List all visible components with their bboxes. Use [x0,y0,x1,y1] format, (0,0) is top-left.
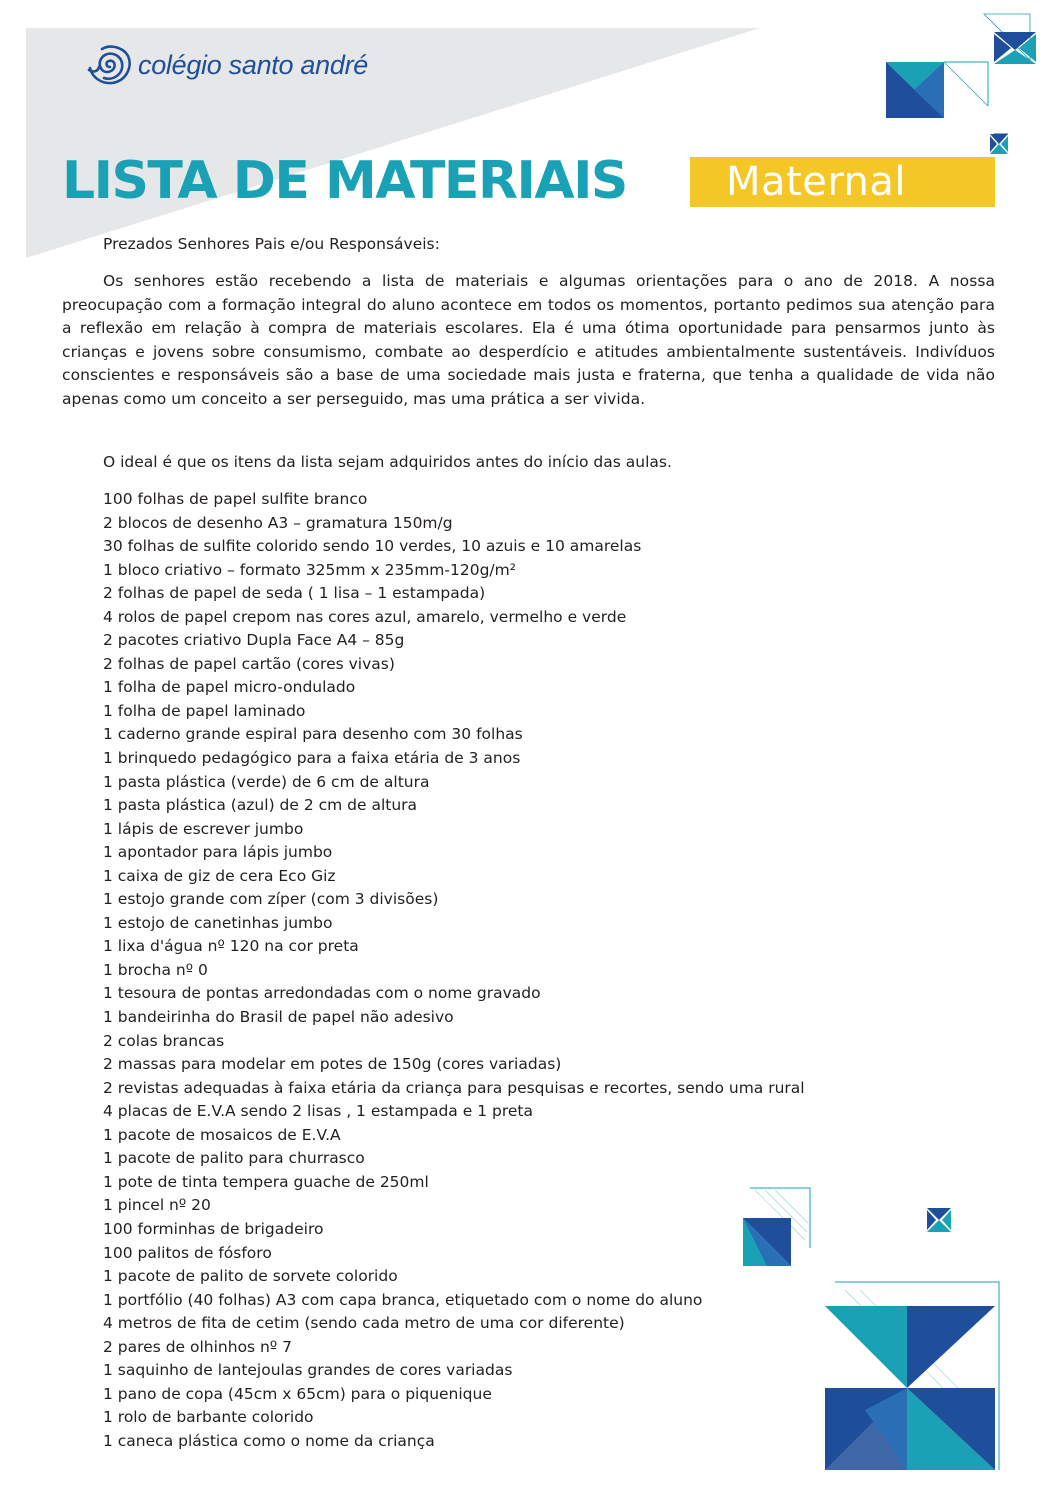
top-right-triangles-decoration [878,0,1058,170]
material-item: 4 placas de E.V.A sendo 2 lisas , 1 estampada e 1 preta [103,1102,533,1121]
material-item: 1 apontador para lápis jumbo [103,843,333,862]
purchase-note: O ideal é que os itens da lista sejam adquiridos antes do início das aulas. [103,453,672,471]
material-item: 1 estojo grande com zíper (com 3 divisões) [103,890,439,909]
material-item: 1 pote de tinta tempera guache de 250ml [103,1172,429,1191]
material-item: 1 rolo de barbante colorido [103,1408,314,1427]
material-item: 1 pacote de palito de sorvete colorido [103,1267,398,1286]
school-logo [86,40,368,90]
material-item: 1 bandeirinha do Brasil de papel não adesivo [103,1008,454,1027]
material-item: 1 saquinho de lantejoulas grandes de cores variadas [103,1361,513,1380]
material-item: 30 folhas de sulfite colorido sendo 10 verdes, 10 azuis e 10 amarelas [103,537,642,556]
material-item: 1 estojo de canetinhas jumbo [103,913,333,932]
spiral-logo-icon [86,43,136,87]
material-item: 1 pacote de palito para churrasco [103,1149,365,1168]
material-item: 2 revistas adequadas à faixa etária da criança para pesquisas e recortes, sendo uma rural [103,1078,805,1097]
material-item: 2 blocos de desenho A3 – gramatura 150m/g [103,513,453,532]
material-item: 4 metros de fita de cetim (sendo cada metro de uma cor diferente) [103,1314,625,1333]
material-item: 1 folha de papel micro-ondulado [103,678,356,697]
material-item: 1 pasta plástica (verde) de 6 cm de altura [103,772,430,791]
material-item: 1 caixa de giz de cera Eco Giz [103,866,336,885]
material-item: 1 lápis de escrever jumbo [103,819,304,838]
material-item: 1 caneca plástica como o nome da criança [103,1431,435,1450]
subtitle-text: Maternal [726,159,907,205]
material-item: 1 pacote de mosaicos de E.V.A [103,1125,341,1144]
material-item: 2 pares de olhinhos nº 7 [103,1337,292,1356]
material-item: 100 palitos de fósforo [103,1243,272,1262]
material-item: 1 caderno grande espiral para desenho com 30 folhas [103,725,523,744]
material-item: 2 massas para modelar em potes de 150g (cores variadas) [103,1055,562,1074]
material-item: 4 rolos de papel crepom nas cores azul, amarelo, vermelho e verde [103,607,627,626]
logo-text: colégio santo andré [138,49,368,80]
material-item: 100 folhas de papel sulfite branco [103,490,368,508]
material-item: 1 bloco criativo – formato 325mm x 235mm-120g/m² [103,560,516,579]
page-title: LISTA DE MATERIAIS [62,151,627,211]
greeting: Prezados Senhores Pais e/ou Responsáveis: [103,235,440,253]
material-item: 1 brocha nº 0 [103,960,208,979]
material-item: 1 brinquedo pedagógico para a faixa etária de 3 anos [103,749,521,768]
material-item: 1 portfólio (40 folhas) A3 com capa branca, etiquetado com o nome do aluno [103,1290,703,1309]
material-item: 1 pincel nº 20 [103,1196,211,1215]
materials-list [103,488,805,1453]
material-item: 2 folhas de papel de seda ( 1 lisa – 1 estampada) [103,584,486,603]
material-item: 1 tesoura de pontas arredondadas com o nome gravado [103,984,541,1003]
material-item: 1 folha de papel laminado [103,701,306,720]
material-item: 2 colas brancas [103,1031,225,1050]
intro-paragraph: Os senhores estão recebendo a lista de materiais e algumas orientações para o ano de 2018. A nossa preocupação com a formação integral do aluno acontece em todos os momentos, portanto pedimos sua atenção para a reflexão em relação à compra de materiais escolares. Ela é uma ótima oportunidade para pensarmos junto às crianças e jovens sobre consumismo, combate ao desperdício e atitudes ambientalmente sustentáveis. Indivíduos conscientes e responsáveis são a base de uma sociedade mais justa e fraterna, que tenha a qualidade de vida não apenas como um conceito a ser perseguido, mas uma prática a ser vivida. [62,272,995,408]
material-item: 2 pacotes criativo Dupla Face A4 – 85g [103,631,405,650]
material-item: 1 lixa d'água nº 120 na cor preta [103,937,359,956]
material-item: 100 forminhas de brigadeiro [103,1219,324,1238]
material-item: 1 pano de copa (45cm x 65cm) para o piquenique [103,1384,492,1403]
material-item: 1 pasta plástica (azul) de 2 cm de altura [103,796,418,815]
material-item: 2 folhas de papel cartão (cores vivas) [103,654,395,673]
